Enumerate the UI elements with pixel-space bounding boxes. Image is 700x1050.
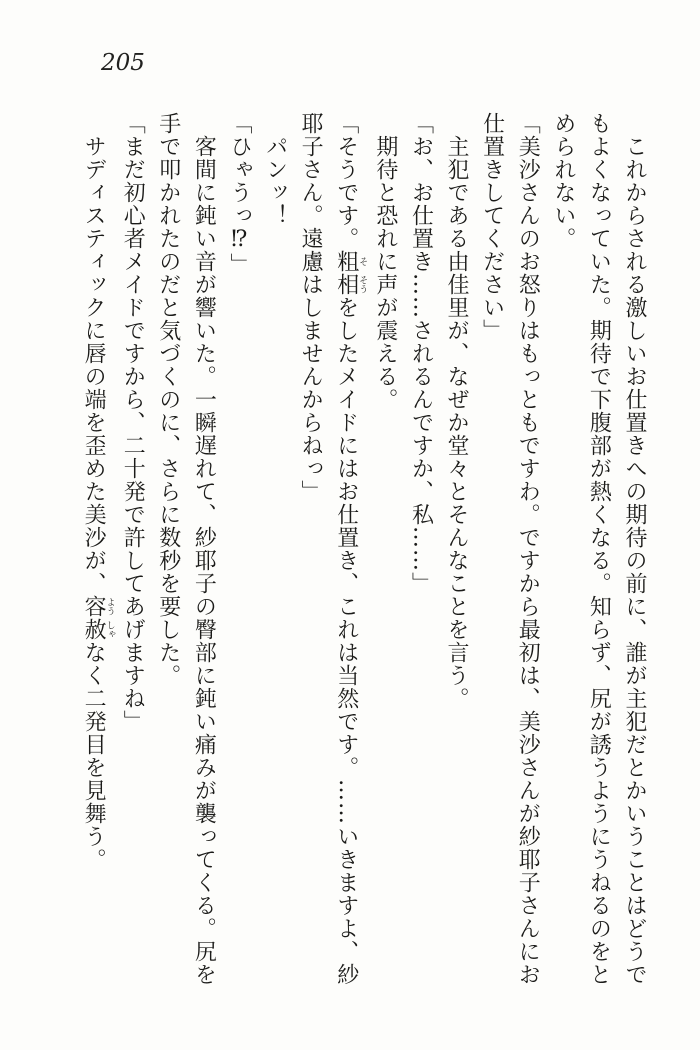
page-number: 205 — [101, 50, 145, 76]
ruby-annotated-word: 容よう — [81, 595, 115, 618]
ruby-annotated-word: 粗そ — [333, 250, 368, 273]
paragraph: 「美沙さんのお怒りはもっともですわ。ですから最初は、美沙さんが紗耶子さんにお仕置きしてください」 — [479, 112, 541, 986]
paragraph: 客間に鈍い音が響いた。一瞬遅れて、紗耶子の臀部に鈍い痛みが襲ってくる。尻を手で叩かれたのだと気づくのに、さらに数秒を要した。 — [155, 112, 217, 986]
paragraph: パンッ！ — [262, 135, 288, 227]
ruby-annotated-word: 相そう — [333, 273, 368, 296]
paragraph: サディスティックに唇の端を歪めた美沙が、容よう赦しゃなく二発目を見舞う。 — [81, 135, 115, 871]
ruby-annotated-word: 赦しゃ — [81, 618, 115, 641]
paragraph: 「お、お仕置き……されるんですか、私……」 — [408, 112, 434, 595]
paragraph: 期待と恐れに声が震える。 — [372, 135, 398, 411]
paragraph: これからされる激しいお仕置きへの期待の前に、誰が主犯だとかいうことはどうでもよくなっていた。期待で下腹部が熱くなる。知らず、尻が誘うようにうねるのをとめられない。 — [550, 112, 647, 986]
body-text — [80, 112, 652, 988]
paragraph: 主犯である由佳里が、なぜか堂々とそんなことを言う。 — [444, 135, 470, 710]
paragraph: 「そうです。粗そ相そうをしたメイドにはお仕置き、これは当然です。……いきますよ、紗耶子さん。遠慮はしませんからねっ」 — [298, 112, 368, 986]
paragraph: 「まだ初心者メイドですから、二十発で許してあげますね」 — [120, 112, 146, 733]
paragraph: 「ひゃうっ⁉」 — [226, 112, 252, 276]
